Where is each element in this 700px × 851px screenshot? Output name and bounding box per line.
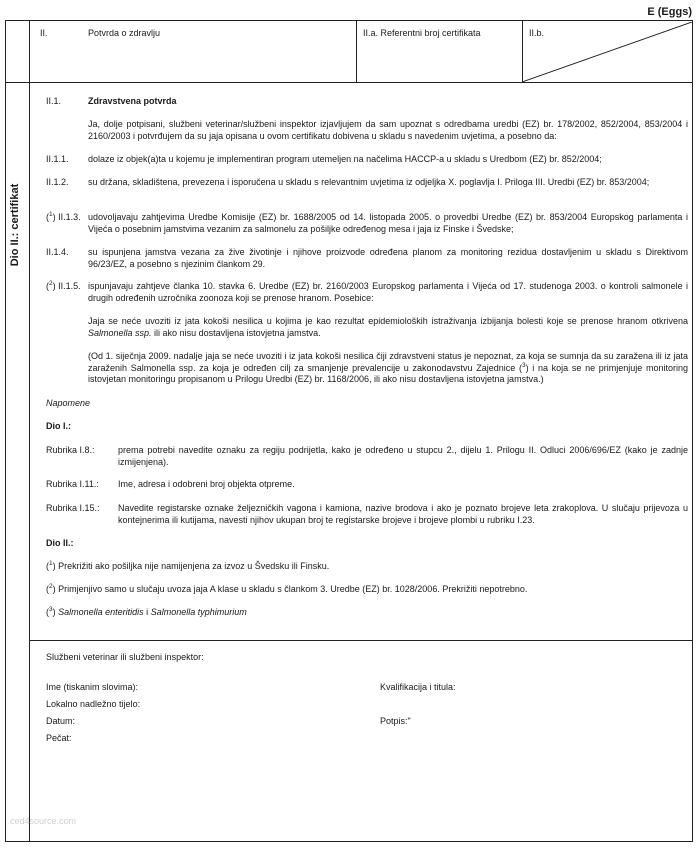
item-5-text: ispunjavaju zahtjeve članka 10. stavka 6. Uredbe (EZ) br. 2160/2003 Europskog parlamenta i Vijeća od 17. studenoga 2003. o kontroli salmonele i drugih određenih uzročnika zoonoza koji se prenose hranom. Posebice: [88,281,688,303]
item-4-number: II.1.4. [46,247,69,257]
notes-heading: Napomene [46,398,91,408]
note-box-i11-label: Rubrika I.11.: [46,479,99,489]
notes-part-1: Dio I.: [46,421,71,431]
footnote-3: ($^3$) Salmonella enteritidis i Salmonella typhimurium [46,606,247,617]
side-label [7,150,23,300]
side-label-text: Dio II.: certifikat [9,183,21,267]
item-5-paragraph-2: (Od 1. siječnja 2009. nadalje jaja se neće uvoziti i iz jata kokoši nesilica čiji zdravstveni status je nepoznat, za koja se sumnja da su zaražena ili iz jata zaraženih Salmonella ssp. za koja je određen cilj za smanjenje prevalencije u zakonodavstvu Zajednice ($^3$) i na koja se ne primjenjuje monitoring istovjetan monitoringu propisanom u Prilogu Uredbi (EZ) br. 1168/2006, ili ako nisu dostavljena istovjetna jamstva.) [88,351,689,384]
note-box-i15-text: Navedite registarske oznake željezničkih vagona i kamiona, nazive brodova i ako je poznato brojeve leta zrakoplova. U slučaju prijevoza u kontejnerima ili kutijama, navesti njihov ukupan broj te registarske brojeve i brojeve plombi u rubriku I.23. [118,503,688,525]
note-box-i8-label: Rubrika I.8.: [46,445,95,455]
official-title: Službeni veterinar ili službeni inspektor: [46,652,204,662]
item-3-footnote-mark: 1 [49,211,53,218]
item-2-text: su držana, skladištena, prevezena i isporučena u skladu s relevantnim uvjetima iz odjeljka X. poglavlja I. Priloga III. Uredbi (EZ) br. 853/2004; [88,177,650,187]
header-part-number: II. [40,28,48,38]
item-3-text: udovoljavaju zahtjevima Uredbe Komisije (EZ) br. 1688/2005 od 14. listopada 2005. o provedbi Uredbe (EZ) br. 853/2004 Europskog parlamenta i Vijeća o posebnim jamstvima vezanim za salmonelu za pošiljke određenog mesa i jaja iz Finske i Švedske; [88,212,688,234]
item-5-num: II.1.5. [58,281,81,291]
item-5-p2-footnote-mark: 3 [521,361,526,369]
stamp-field-label: Pečat: [46,733,72,743]
crossed-cell [522,22,692,82]
item-1-text: dolaze iz objek(a)ta u kojemu je implementiran program utemeljen na načelima HACCP-a u skladu s Uredbom (EZ) br. 852/2004; [88,154,602,164]
header-reference-number: II.a. Referentni broj certifikata [363,28,481,38]
item-5-footnote-mark: 2 [49,280,53,287]
name-field-label: Ime (tiskanim slovima): [46,682,139,692]
header-iib: II.b. [529,28,545,38]
item-3-num: II.1.3. [58,212,81,222]
note-box-i11-text: Ime, adresa i odobreni broj objekta otpreme. [118,479,295,489]
certificate-frame [5,20,693,842]
note-box-i8-text: prema potrebi navedite oznaku za regiju podrijetla, kako je određeno u stupcu 2., dijelu 1. Prilogu II. Odluci 2006/696/EZ (kako je zadnje izmijenjena). [118,445,688,467]
annex-code: E (Eggs) [647,6,692,18]
side-column-divider [29,20,30,842]
footnote-1: ($^1$) Prekrižiti ako pošiljka nije namijenjena za izvoz u Švedsku ili Finsku. [46,560,330,571]
date-field-label: Datum: [46,716,76,726]
intro-paragraph: Ja, dolje potpisani, službeni veterinar/službeni inspektor izjavljujem da sam upoznat s odredbama uredbi (EZ) br. 178/2002, 852/2004, 853/2004 i 2160/2003 i potvrđujem da su jaja opisana u ovom certifikatu dobivena u skladu s navedenim uvjetima, a posebno da: [88,119,688,141]
header-col-divider-1 [356,20,357,83]
footnote-2: ($^2$) Primjenjivo samo u slučaju uvoza jaja A klase u skladu s člankom 3. Uredbe (EZ) br. 1028/2006. Prekrižiti nepotrebno. [46,583,528,594]
qualification-field-label: Kvalifikacija i titula: [380,682,456,692]
signature-divider [29,640,693,641]
notes-part-2: Dio II.: [46,538,74,548]
header-health-attestation: Potvrda o zdravlju [88,28,161,38]
item-3-number: ($^1$) II.1.3. [46,211,81,222]
section-title: Zdravstvena potvrda [88,96,177,106]
signature-field-label: Potpis:" [380,716,411,726]
local-authority-label: Lokalno nadležno tijelo: [46,699,141,709]
item-4-text: su ispunjena jamstva vezana za žive životinje i njihove proizvode određena planom za monitoring rezidua dostavljenim u skladu s Direktivom 96/23/EZ, a posebno s njezinim člankom 29. [88,247,688,269]
salmonella-ssp: Salmonella ssp. [88,327,152,338]
watermark: ced4source.com [10,816,77,826]
header-row-divider [5,82,693,83]
item-2-number: II.1.2. [46,177,69,187]
note-box-i15-label: Rubrika I.15.: [46,503,100,513]
item-5-number: ($^2$) II.1.5. [46,280,81,291]
item-5-paragraph-1: Jaja se neće uvoziti iz jata kokoši nesilica u kojima je kao rezultat epidemioloških istraživanja izbijanja bolesti koje se prenose hranom otkrivena Salmonella ssp. ili ako nisu dostavljena istovjetna jamstva. [88,316,688,338]
section-number: II.1. [46,96,62,106]
item-1-number: II.1.1. [46,154,69,164]
